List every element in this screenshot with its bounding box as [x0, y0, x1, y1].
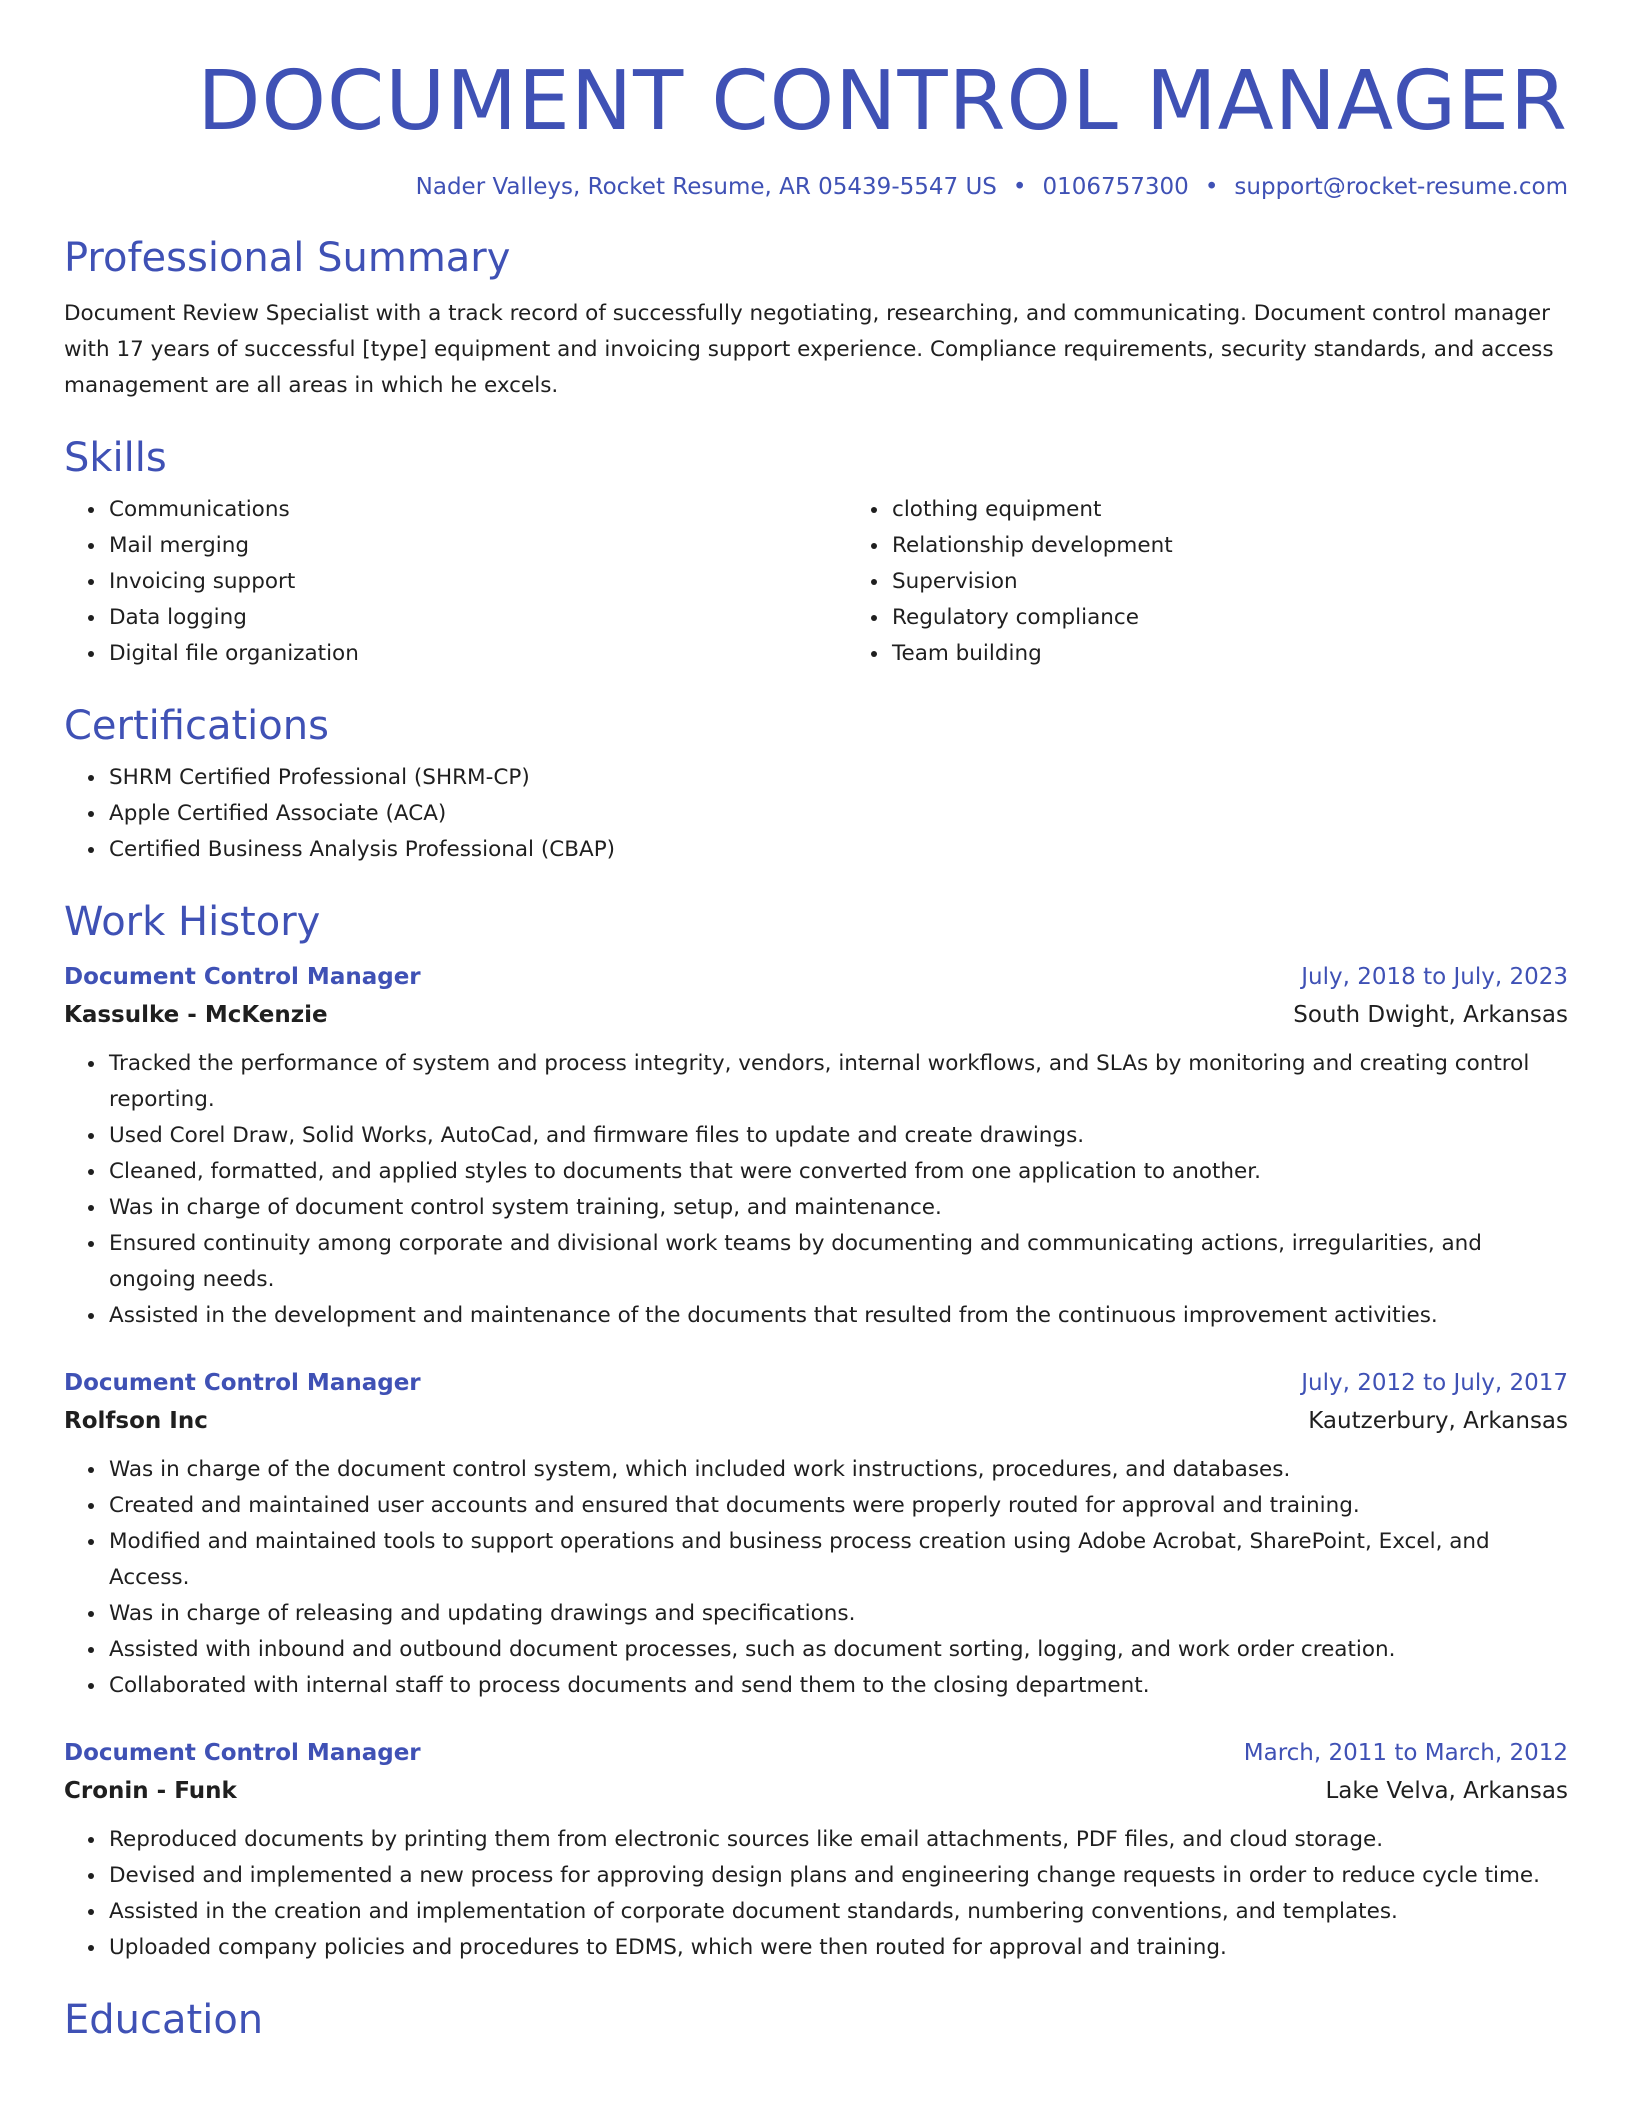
- job-location: Lake Velva, Arkansas: [1325, 1778, 1568, 1804]
- job-bullet: • Created and maintained user accounts and ensured that documents were properly routed for approval and training.: [107, 1488, 1568, 1524]
- job-bullets: [64, 1452, 1568, 1704]
- job-bullet: • Was in charge of the document control system, which included work instructions, procedures, and databases.: [107, 1452, 1568, 1488]
- job-header: [64, 1364, 1568, 1402]
- summary-section: [64, 234, 1568, 404]
- skills-section: [64, 434, 1568, 672]
- job-bullets: [64, 1822, 1568, 1966]
- work-history-section: [64, 898, 1568, 1966]
- job-dates: July, 2018 to July, 2023: [1301, 964, 1568, 990]
- job-title: Document Control Manager: [64, 1740, 421, 1766]
- job-bullet: • Devised and implemented a new process for approving design plans and engineering change requests in order to reduce cycle time.: [107, 1858, 1568, 1894]
- job-bullet: • Was in charge of document control system training, setup, and maintenance.: [107, 1190, 1568, 1226]
- skill-item: • Invoicing support: [107, 564, 847, 600]
- skill-item: • Mail merging: [107, 528, 847, 564]
- skill-item: • Communications: [107, 492, 847, 528]
- job-location: South Dwight, Arkansas: [1293, 1002, 1568, 1028]
- contact-email[interactable]: support@rocket-resume.com: [1234, 174, 1568, 200]
- job-bullet: • Used Corel Draw, Solid Works, AutoCad, and firmware files to update and create drawings.: [107, 1118, 1568, 1154]
- skill-item: • Relationship development: [890, 528, 1568, 564]
- skill-item: • Supervision: [890, 564, 1568, 600]
- certifications-list: [64, 760, 1568, 868]
- skill-item: • clothing equipment: [890, 492, 1568, 528]
- skills-title: Skills: [64, 435, 167, 481]
- skills-columns: [64, 492, 1568, 672]
- work-history-title: Work History: [64, 899, 321, 945]
- resume-name: DOCUMENT CONTROL MANAGER: [197, 54, 1568, 149]
- job-bullet: • Assisted in the development and maintenance of the documents that resulted from the continuous improvement activities.: [107, 1298, 1568, 1334]
- education-section: [64, 1996, 1568, 2044]
- job-bullet: • Reproduced documents by printing them from electronic sources like email attachments, PDF files, and cloud storage.: [107, 1822, 1568, 1858]
- job-bullet: • Cleaned, formatted, and applied styles to documents that were converted from one application to another.: [107, 1154, 1568, 1190]
- job-title: Document Control Manager: [64, 964, 421, 990]
- skill-item: • Team building: [890, 636, 1568, 672]
- job-header: [64, 1734, 1568, 1772]
- job-company: Kassulke - McKenzie: [64, 1002, 328, 1028]
- certification-item: • SHRM Certified Professional (SHRM-CP): [107, 760, 1568, 796]
- job-title: Document Control Manager: [64, 1370, 421, 1396]
- education-title: Education: [64, 1997, 264, 2043]
- job-subheader: [64, 1402, 1568, 1440]
- skill-item: • Regulatory compliance: [890, 600, 1568, 636]
- job-bullet: • Assisted in the creation and implementation of corporate document standards, numbering conventions, and templates.: [107, 1894, 1568, 1930]
- job-company: Cronin - Funk: [64, 1778, 237, 1804]
- job-bullet: • Uploaded company policies and procedures to EDMS, which were then routed for approval and training.: [107, 1930, 1568, 1966]
- summary-title: Professional Summary: [64, 235, 511, 281]
- job-entry: [64, 958, 1568, 1334]
- certifications-section: [64, 702, 1568, 868]
- job-bullet: • Collaborated with internal staff to process documents and send them to the closing department.: [107, 1668, 1568, 1704]
- job-bullets: [64, 1046, 1568, 1334]
- contact-address: Nader Valleys, Rocket Resume, AR 05439-5547 US: [415, 174, 997, 200]
- job-company: Rolfson Inc: [64, 1408, 208, 1434]
- contact-phone: 0106757300: [1042, 174, 1189, 200]
- skills-list-left: [64, 492, 847, 672]
- job-location: Kautzerbury, Arkansas: [1308, 1408, 1568, 1434]
- job-bullet: • Was in charge of releasing and updating drawings and specifications.: [107, 1596, 1568, 1632]
- certification-item: • Apple Certified Associate (ACA): [107, 796, 1568, 832]
- contact-line: [64, 174, 1568, 200]
- job-dates: March, 2011 to March, 2012: [1243, 1740, 1568, 1766]
- certifications-title: Certifications: [64, 703, 329, 749]
- job-subheader: [64, 996, 1568, 1034]
- contact-separator: •: [1204, 174, 1219, 200]
- job-bullet: • Assisted with inbound and outbound document processes, such as document sorting, logging, and work order creation.: [107, 1632, 1568, 1668]
- job-subheader: [64, 1772, 1568, 1810]
- job-bullet: • Tracked the performance of system and process integrity, vendors, internal workflows, and SLAs by monitoring and creating control reporting.: [107, 1046, 1568, 1118]
- certification-item: • Certified Business Analysis Professional (CBAP): [107, 832, 1568, 868]
- job-entry: [64, 1364, 1568, 1704]
- skill-item: • Digital file organization: [107, 636, 847, 672]
- job-entry: [64, 1734, 1568, 1966]
- job-header: [64, 958, 1568, 996]
- job-bullet: • Modified and maintained tools to support operations and business process creation using Adobe Acrobat, SharePoint, Excel, and Access.: [107, 1524, 1568, 1596]
- job-dates: July, 2012 to July, 2017: [1301, 1370, 1568, 1396]
- skills-list-right: [847, 492, 1568, 672]
- summary-text: Document Review Specialist with a track record of successfully negotiating, researching, and communicating. Document control manager with 17 years of successful [type] equipment and invoicing support experience. Compliance requirements, security standards, and access management are all areas in which he excels.: [64, 301, 1554, 398]
- skill-item: • Data logging: [107, 600, 847, 636]
- job-bullet: • Ensured continuity among corporate and divisional work teams by documenting and communicating actions, irregularities, and ongoing needs.: [107, 1226, 1568, 1298]
- contact-separator: •: [1012, 174, 1027, 200]
